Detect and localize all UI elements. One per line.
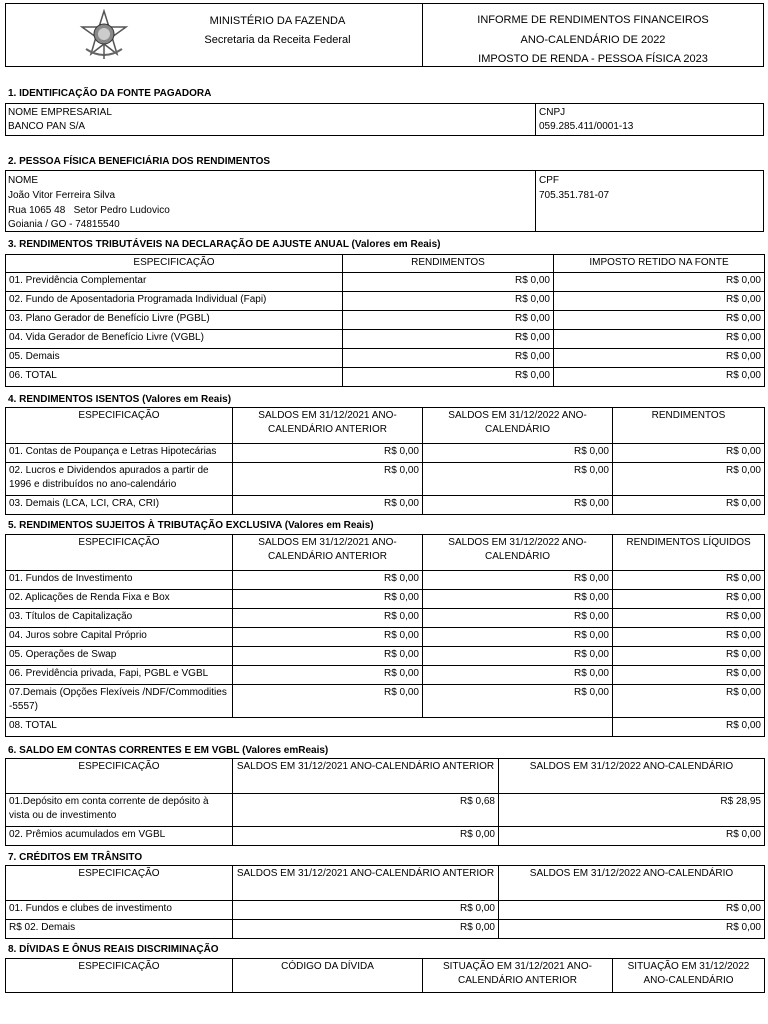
row-label: 05. Operações de Swap <box>6 647 233 666</box>
row-value: R$ 0,00 <box>343 368 554 387</box>
payer-cnpj-label: CNPJ <box>539 107 566 118</box>
section-6-title: 6. SALDO EM CONTAS CORRENTES E EM VGBL (Valores emReais) <box>8 745 329 756</box>
row-value: R$ 0,00 <box>233 590 423 609</box>
payer-name-label: NOME EMPRESARIAL <box>8 107 112 118</box>
row-label: 04. Vida Gerador de Benefício Livre (VGBL) <box>6 330 343 349</box>
exempt-income-table <box>5 407 765 515</box>
row-value: R$ 0,00 <box>613 590 765 609</box>
row-value: R$ 0,00 <box>613 463 765 496</box>
row-label: 01.Depósito em conta corrente de depósito à vista ou de investimento <box>6 794 233 827</box>
row-value: R$ 0,00 <box>613 685 765 718</box>
table-header: ESPECIFICAÇÃO <box>6 408 233 444</box>
total-value: R$ 0,00 <box>613 718 765 737</box>
table-header: RENDIMENTOS <box>343 255 554 273</box>
row-value: R$ 0,00 <box>423 666 613 685</box>
row-value: R$ 0,00 <box>613 496 765 515</box>
report-title-line1: INFORME DE RENDIMENTOS FINANCEIROS <box>477 14 709 26</box>
section-4-title: 4. RENDIMENTOS ISENTOS (Valores em Reais) <box>8 394 232 405</box>
row-value: R$ 0,00 <box>233 609 423 628</box>
credits-in-transit-table <box>5 865 765 939</box>
row-label: 01. Fundos e clubes de investimento <box>6 901 233 920</box>
row-value: R$ 0,00 <box>554 349 765 368</box>
section-3-title: 3. RENDIMENTOS TRIBUTÁVEIS NA DECLARAÇÃO DE AJUSTE ANUAL (Valores em Reais) <box>8 239 441 250</box>
row-value: R$ 0,00 <box>423 647 613 666</box>
row-label: 02. Lucros e Dividendos apurados a partir de 1996 e distribuídos no ano-calendário <box>6 463 233 496</box>
row-value: R$ 0,00 <box>233 685 423 718</box>
beneficiary-cpf-label: CPF <box>539 175 559 186</box>
row-label: 06. TOTAL <box>6 368 343 387</box>
row-value: R$ 0,00 <box>613 609 765 628</box>
row-value: R$ 0,00 <box>233 920 499 939</box>
row-value: R$ 0,00 <box>613 666 765 685</box>
beneficiary-address-line2: Goiania / GO - 74815540 <box>8 219 120 230</box>
row-value: R$ 0,00 <box>554 292 765 311</box>
table-header: SALDOS EM 31/12/2022 ANO-CALENDÁRIO <box>499 866 765 901</box>
row-value: R$ 0,00 <box>343 349 554 368</box>
table-header: ESPECIFICAÇÃO <box>6 255 343 273</box>
debts-table <box>5 958 765 993</box>
row-value: R$ 0,00 <box>499 901 765 920</box>
table-header: SALDOS EM 31/12/2022 ANO-CALENDÁRIO <box>499 759 765 794</box>
report-title-line2: ANO-CALENDÁRIO DE 2022 <box>520 34 666 46</box>
row-value: R$ 0,00 <box>423 609 613 628</box>
row-value: R$ 0,00 <box>423 685 613 718</box>
payer-cnpj-value: 059.285.411/0001-13 <box>539 121 634 132</box>
row-label: 02. Prêmios acumulados em VGBL <box>6 827 233 846</box>
row-value: R$ 0,00 <box>554 368 765 387</box>
table-header: SALDOS EM 31/12/2022 ANO-CALENDÁRIO <box>423 535 613 571</box>
row-label: R$ 02. Demais <box>6 920 233 939</box>
row-label: 02. Fundo de Aposentadoria Programada Individual (Fapi) <box>6 292 343 311</box>
row-value: R$ 0,00 <box>233 571 423 590</box>
row-value: R$ 0,00 <box>233 496 423 515</box>
row-value: R$ 0,00 <box>233 827 499 846</box>
table-header: RENDIMENTOS LÍQUIDOS <box>613 535 765 571</box>
row-value: R$ 0,00 <box>343 292 554 311</box>
row-value: R$ 0,00 <box>423 590 613 609</box>
total-label: 08. TOTAL <box>6 718 613 737</box>
row-value: R$ 0,00 <box>423 571 613 590</box>
row-value: R$ 0,00 <box>554 311 765 330</box>
beneficiary-name-label: NOME <box>8 175 38 186</box>
row-label: 02. Aplicações de Renda Fixa e Box <box>6 590 233 609</box>
row-label: 03. Títulos de Capitalização <box>6 609 233 628</box>
row-label: 01. Fundos de Investimento <box>6 571 233 590</box>
row-value: R$ 0,00 <box>613 571 765 590</box>
row-label: 05. Demais <box>6 349 343 368</box>
section-1-title: 1. IDENTIFICAÇÃO DA FONTE PAGADORA <box>8 88 212 99</box>
payer-box <box>5 103 764 136</box>
row-value: R$ 0,00 <box>233 901 499 920</box>
row-value: R$ 0,00 <box>343 330 554 349</box>
beneficiary-divider <box>535 170 536 232</box>
ministry-name: MINISTÉRIO DA FAZENDA <box>209 15 346 27</box>
table-header: RENDIMENTOS <box>613 408 765 444</box>
row-value: R$ 0,00 <box>343 311 554 330</box>
row-value: R$ 0,00 <box>613 444 765 463</box>
exclusive-taxation-table <box>5 534 765 737</box>
table-header: IMPOSTO RETIDO NA FONTE <box>554 255 765 273</box>
table-header: CÓDIGO DA DÍVIDA <box>233 959 423 993</box>
row-value: R$ 0,00 <box>233 463 423 496</box>
row-label: 03. Plano Gerador de Benefício Livre (PGBL) <box>6 311 343 330</box>
payer-divider <box>535 103 536 136</box>
row-value: R$ 0,00 <box>233 444 423 463</box>
table-header: SALDOS EM 31/12/2021 ANO-CALENDÁRIO ANTERIOR <box>233 535 423 571</box>
row-value: R$ 0,68 <box>233 794 499 827</box>
table-header: SITUAÇÃO EM 31/12/2021 ANO-CALENDÁRIO ANTERIOR <box>423 959 613 993</box>
row-value: R$ 0,00 <box>423 444 613 463</box>
beneficiary-cpf-value: 705.351.781-07 <box>539 190 610 201</box>
row-label: 07.Demais (Opções Flexíveis /NDF/Commodities -5557) <box>6 685 233 718</box>
coat-of-arms-emblem <box>78 9 130 61</box>
row-value: R$ 0,00 <box>554 330 765 349</box>
table-header: SALDOS EM 31/12/2021 ANO-CALENDÁRIO ANTERIOR <box>233 408 423 444</box>
section-2-title: 2. PESSOA FÍSICA BENEFICIÁRIA DOS RENDIMENTOS <box>8 156 271 167</box>
row-label: 04. Juros sobre Capital Próprio <box>6 628 233 647</box>
table-header: SITUAÇÃO EM 31/12/2022 ANO-CALENDÁRIO <box>613 959 765 993</box>
payer-name-value: BANCO PAN S/A <box>8 121 86 132</box>
row-value: R$ 0,00 <box>613 647 765 666</box>
table-header: ESPECIFICAÇÃO <box>6 759 233 794</box>
table-header: SALDOS EM 31/12/2021 ANO-CALENDÁRIO ANTERIOR <box>233 759 499 794</box>
beneficiary-address-line1: Rua 1065 48 Setor Pedro Ludovico <box>8 205 170 216</box>
row-value: R$ 0,00 <box>233 666 423 685</box>
section-7-title: 7. CRÉDITOS EM TRÂNSITO <box>8 852 143 863</box>
table-header: SALDOS EM 31/12/2022 ANO-CALENDÁRIO <box>423 408 613 444</box>
account-balance-table <box>5 758 765 846</box>
row-value: R$ 0,00 <box>233 628 423 647</box>
table-header: ESPECIFICAÇÃO <box>6 866 233 901</box>
row-label: 01. Contas de Poupança e Letras Hipotecárias <box>6 444 233 463</box>
table-header: ESPECIFICAÇÃO <box>6 959 233 993</box>
report-title-line3: IMPOSTO DE RENDA - PESSOA FÍSICA 2023 <box>478 53 708 65</box>
section-5-title: 5. RENDIMENTOS SUJEITOS À TRIBUTAÇÃO EXCLUSIVA (Valores em Reais) <box>8 520 374 531</box>
row-label: 03. Demais (LCA, LCI, CRA, CRI) <box>6 496 233 515</box>
row-value: R$ 0,00 <box>613 628 765 647</box>
section-8-title: 8. DÍVIDAS E ÔNUS REAIS DISCRIMINAÇÃO <box>8 944 219 955</box>
table-header: ESPECIFICAÇÃO <box>6 535 233 571</box>
taxable-income-table <box>5 254 765 387</box>
secretariat-name: Secretaria da Receita Federal <box>204 34 351 46</box>
row-value: R$ 0,00 <box>554 273 765 292</box>
row-value: R$ 28,95 <box>499 794 765 827</box>
row-label: 06. Previdência privada, Fapi, PGBL e VGBL <box>6 666 233 685</box>
row-label: 01. Previdência Complementar <box>6 273 343 292</box>
row-value: R$ 0,00 <box>499 920 765 939</box>
row-value: R$ 0,00 <box>499 827 765 846</box>
beneficiary-name-value: João Vitor Ferreira Silva <box>8 190 116 201</box>
table-header: SALDOS EM 31/12/2021 ANO-CALENDÁRIO ANTERIOR <box>233 866 499 901</box>
row-value: R$ 0,00 <box>423 496 613 515</box>
row-value: R$ 0,00 <box>423 463 613 496</box>
row-value: R$ 0,00 <box>343 273 554 292</box>
row-value: R$ 0,00 <box>233 647 423 666</box>
row-value: R$ 0,00 <box>423 628 613 647</box>
